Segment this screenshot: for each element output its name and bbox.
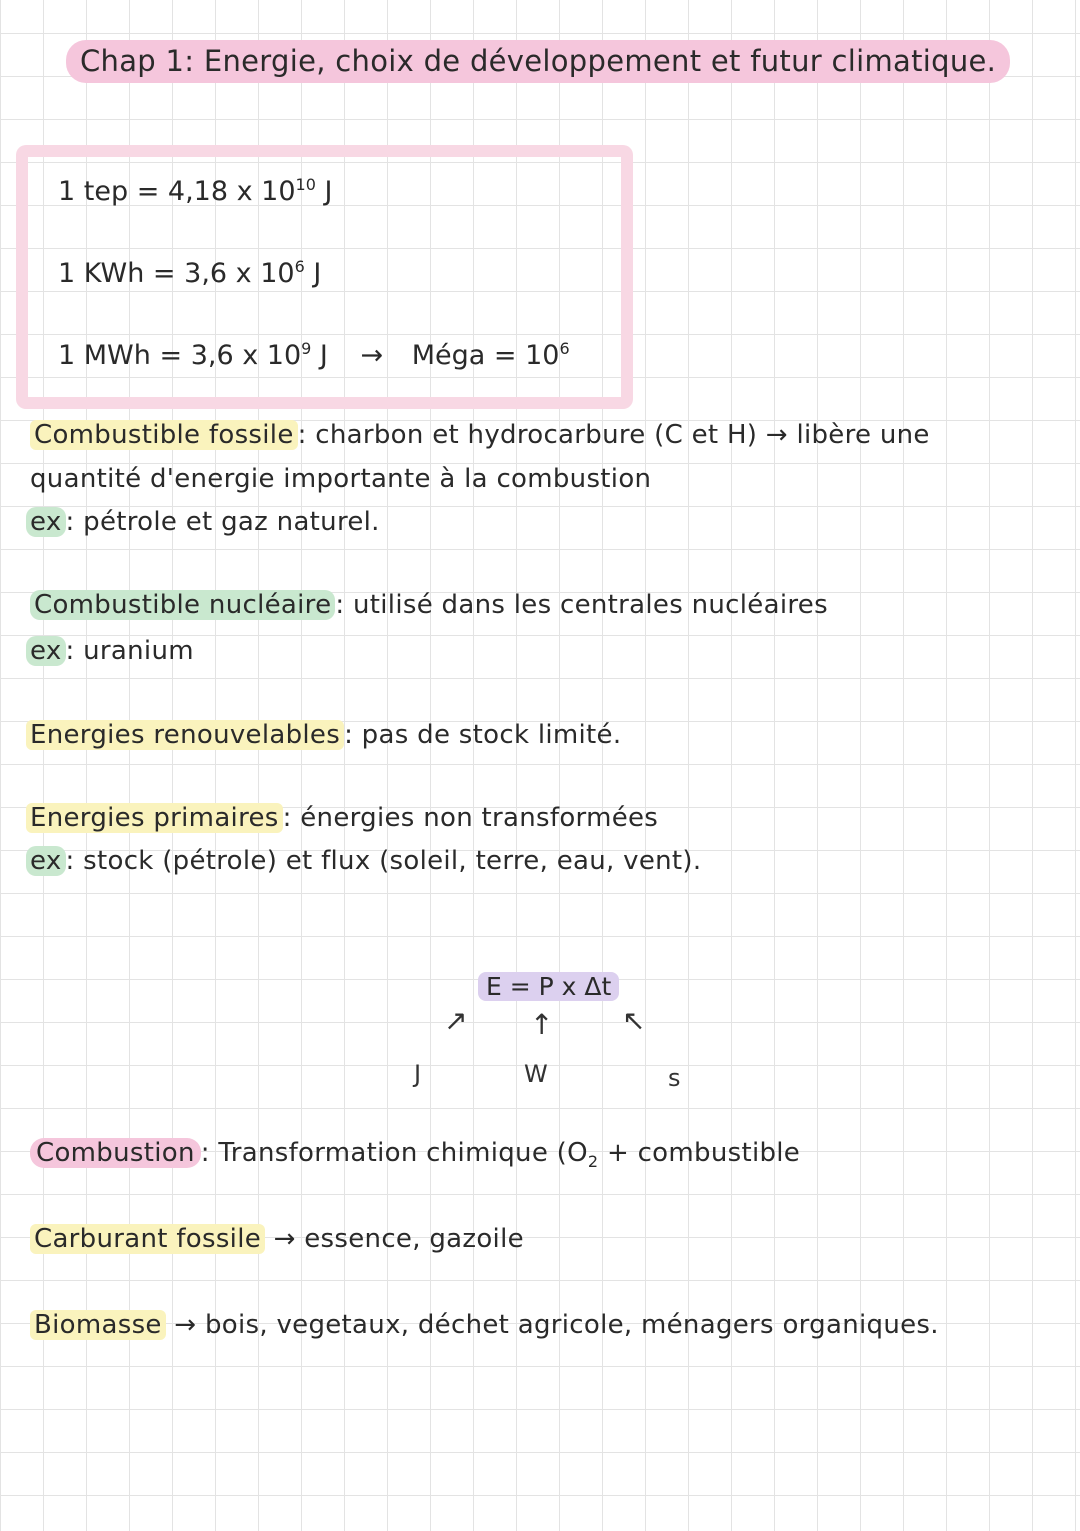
arrow-icon: →	[174, 1310, 197, 1340]
arrow-up-left-icon: ↖	[622, 1004, 646, 1037]
unit-kwh-lhs: 1 KWh	[58, 258, 145, 289]
fossile-example	[26, 507, 380, 538]
combustion-line	[30, 1138, 800, 1171]
primaires-def: : énergies non transformées	[282, 803, 659, 833]
mega-label: Méga	[411, 340, 486, 371]
unit-mwh-unit: J	[319, 340, 328, 371]
primaires-ex-label: ex	[26, 846, 66, 876]
unit-kwh-line: 1 KWh = 3,6 x $10^6$ J	[58, 257, 322, 289]
mega-exp: 6	[559, 339, 570, 358]
unit-kwh-rhs: 3,6 x 10	[184, 258, 295, 289]
unit-tep-rhs: 4,18 x 10	[167, 176, 296, 207]
primaires-term: Energies primaires	[26, 803, 283, 833]
primaires-ex-text: : stock (pétrole) et flux (soleil, terre, eau, vent).	[65, 846, 702, 876]
combustion-sub: 2	[587, 1152, 599, 1172]
renouvelables-line	[26, 720, 621, 751]
fossile-term: Combustible fossile	[30, 420, 298, 450]
primaires-line	[26, 803, 658, 834]
unit-label-E: J	[414, 1060, 422, 1088]
unit-tep-exp: 10	[295, 175, 316, 194]
unit-mwh-exp: 9	[301, 339, 312, 358]
nucleaire-term: Combustible nucléaire	[30, 590, 335, 620]
nucleaire-def: : utilisé dans les centrales nucléaires	[335, 590, 828, 620]
arrow-up-icon: ↑	[530, 1008, 554, 1041]
biomasse-def: bois, vegetaux, déchet agricole, ménagers organiques.	[204, 1310, 939, 1340]
nucleaire-ex-label: ex	[26, 636, 66, 666]
mega-value: 10	[525, 340, 560, 371]
arrow-up-right-icon: ↗	[444, 1004, 468, 1037]
unit-kwh-exp: 6	[294, 257, 305, 276]
formula-diagram	[400, 968, 700, 1098]
unit-label-P: W	[524, 1060, 548, 1088]
nucleaire-example	[26, 636, 194, 667]
combustion-def-end: + combustible	[598, 1138, 801, 1168]
fossile-line1	[30, 420, 930, 451]
carburant-line	[30, 1224, 524, 1255]
units-box	[16, 145, 633, 409]
unit-mwh-lhs: 1 MWh	[58, 340, 151, 371]
carburant-term: Carburant fossile	[30, 1224, 265, 1254]
fossile-line2: quantité d'energie importante à la combustion	[30, 464, 652, 494]
fossile-ex-label: ex	[26, 507, 66, 537]
arrow-icon: →	[273, 1224, 296, 1254]
page-title: Chap 1: Energie, choix de développement et futur climatique.	[66, 40, 1010, 83]
combustion-def: : Transformation chimique (O	[200, 1138, 588, 1168]
energy-formula: E = P x Δt	[478, 972, 619, 1001]
unit-kwh-unit: J	[313, 258, 322, 289]
nucleaire-ex-text: : uranium	[65, 636, 194, 666]
renouvelables-def: : pas de stock limité.	[344, 720, 622, 750]
fossile-def1: : charbon et hydrocarbure (C et H) → libère une	[297, 420, 930, 450]
carburant-def: essence, gazoile	[304, 1224, 524, 1254]
unit-mwh-line: 1 MWh = 3,6 x $10^9$ J → Méga = $10^6$	[58, 339, 570, 371]
unit-mwh-rhs: 3,6 x 10	[190, 340, 302, 371]
unit-tep-lhs: 1 tep	[58, 176, 129, 207]
nucleaire-line	[30, 590, 828, 621]
unit-label-t: s	[668, 1064, 681, 1092]
renouvelables-term: Energies renouvelables	[26, 720, 344, 750]
primaires-example	[26, 846, 701, 877]
arrow-icon: →	[360, 340, 384, 371]
biomasse-term: Biomasse	[30, 1310, 166, 1340]
biomasse-line	[30, 1310, 939, 1341]
unit-tep-unit: J	[324, 176, 333, 207]
unit-tep-line: 1 tep = 4,18 x $10^{10}$ J	[58, 175, 333, 207]
combustion-term: Combustion	[30, 1138, 201, 1168]
fossile-ex-text: : pétrole et gaz naturel.	[65, 507, 380, 537]
